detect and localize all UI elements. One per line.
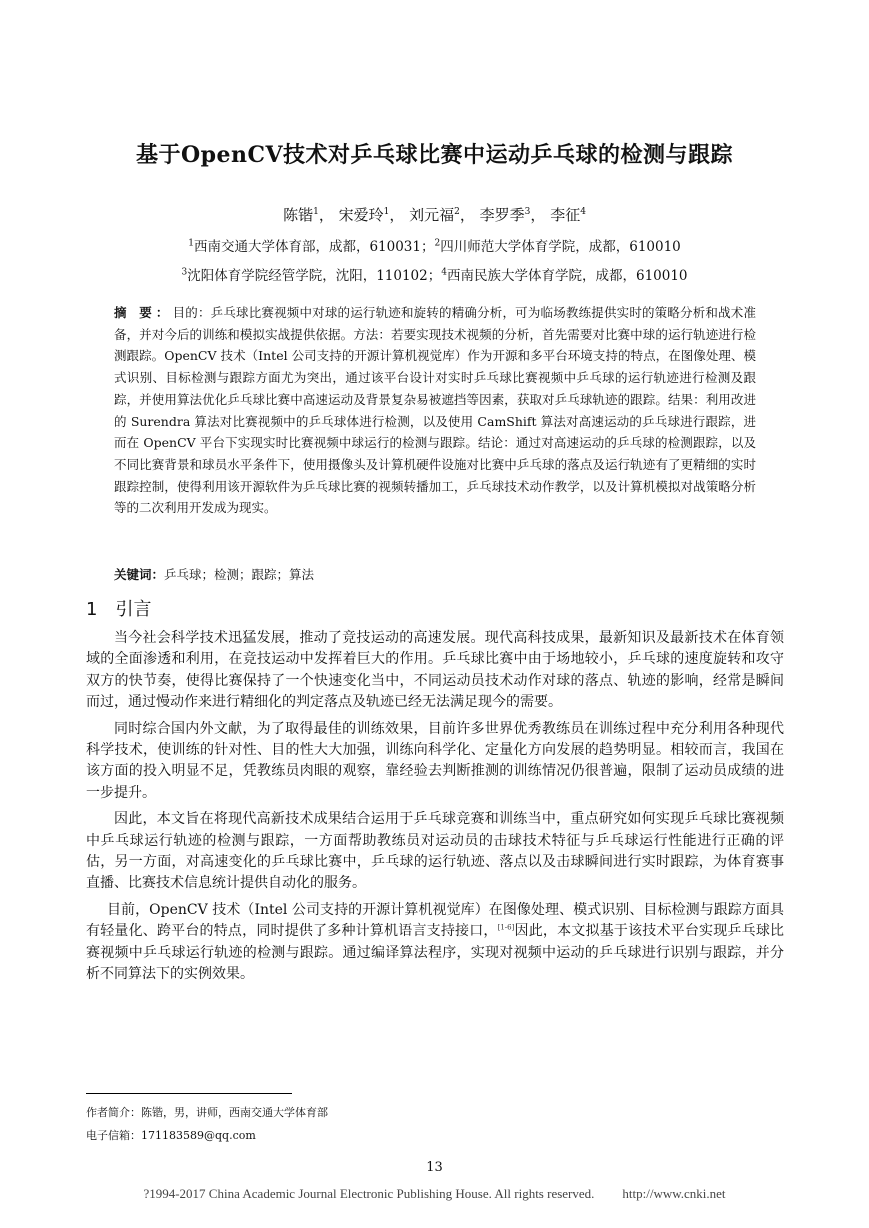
section-number: 1 — [86, 599, 98, 620]
author-affiliation-mark: 3 — [524, 207, 531, 217]
section-title: 引言 — [115, 599, 152, 620]
author-name: 李罗季 — [479, 206, 525, 224]
body-text — [86, 628, 784, 991]
paragraph: 同时综合国内外文献，为了取得最佳的训练效果，目前许多世界优秀教练员在训练过程中充分利用各种现代科学技术，使训练的针对性、目的性大大加强，训练向科学化、定量化方向发展的趋势明显。相较而言，我国在该方面的投入明显不足，凭教练员肉眼的观察，靠经验去判断推测的训练情况仍很普遍，限制了运动员成绩的进一步提升。 — [86, 720, 784, 801]
abstract-label: 摘 要： — [114, 305, 173, 320]
affiliation-mark: 1 — [188, 238, 194, 249]
abstract — [114, 302, 756, 519]
page-number: 13 — [426, 1160, 443, 1175]
footnote-email: 电子信箱：171183589@qq.com — [86, 1129, 256, 1142]
keywords — [114, 565, 756, 583]
author-name: 宋爱玲 — [338, 206, 384, 224]
affiliation-text: 沈阳体育学院经管学院，沈阳，110102； — [187, 268, 442, 284]
footnote-author-intro: 作者简介：陈锴，男，讲师，西南交通大学体育部 — [86, 1106, 328, 1119]
paragraph-text: 目前，OpenCV 技术（Intel 公司支持的开源计算机视觉库）在图像处理、模式识别、目标检测与跟踪方面具有轻量化、跨平台的特点，同时提供了多种计算机语言支持接口， — [86, 901, 784, 940]
copyright-footer — [0, 1186, 869, 1202]
keywords-text: 乒乓球；检测；跟踪；算法 — [164, 567, 315, 582]
author-list: 陈锴$^1$， 宋爱玲$^1$， 刘元福$^2$， 李罗季$^3$， 李征$^4$ — [283, 206, 586, 224]
author-name: 陈锴 — [283, 206, 314, 224]
author-name: 李征 — [550, 206, 581, 224]
author-name: 刘元福 — [409, 206, 455, 224]
affiliation-line-1 — [60, 235, 809, 255]
copyright-text: ?1994-2017 China Academic Journal Electronic Publishing House. All rights reserved. — [143, 1186, 595, 1201]
paragraph — [86, 900, 784, 986]
author-affiliation-mark: 1 — [313, 207, 319, 217]
author-affiliation-mark: 1 — [383, 207, 390, 217]
affiliation-text: 四川师范大学体育学院，成都，610010 — [440, 239, 681, 255]
footnote-rule — [86, 1093, 292, 1094]
keywords-label: 关键词： — [114, 567, 165, 582]
author-affiliation-mark: 4 — [580, 207, 586, 217]
affiliation-text: 西南交通大学体育部，成都，610031； — [193, 239, 435, 255]
cnki-link[interactable]: http://www.cnki.net — [622, 1186, 726, 1201]
affiliation-mark: 2 — [434, 238, 441, 249]
paragraph-text: 因此，本文拟基于该技术平台实现乒乓球比赛视频中乒乓球运行轨迹的检测与跟踪。通过编译算法程序，实现对视频中运动的乒乓球进行识别与跟踪，并分析不同算法下的实例效果。 — [86, 923, 785, 983]
citation-ref[interactable]: [1-6] — [497, 923, 515, 932]
abstract-text: 目的：乒乓球比赛视频中对球的运行轨迹和旋转的精确分析，可为临场教练提供实时的策略分析和战术准备，并对今后的训练和模拟实战提供依据。方法：若要实现技术视频的分析，首先需要对比赛中球的运行轨迹进行检测跟踪。OpenCV 技术（Intel 公司支持的开源计算机视觉库）作为开源和多平台环境支持的特点，在图像处理、模式识别、目标检测与跟踪方面尤为突出，通过该平台设计对实时乒乓球比赛视频中乒乓球的运行轨迹进行检测及跟踪，并使用算法优化乒乓球比赛中高速运动及背景复杂易被遮挡等因素，获取对乒乓球轨迹的跟踪。结果：利用改进的 Surendra 算法对比赛视频中的乒乓球体进行检测，以及使用 CamShift 算法对高速运动的乒乓球进行跟踪，进而在 OpenCV 平台下实现实时比赛视频中球运行的检测与跟踪。结论：通过对高速运动的乒乓球的检测跟踪，以及不同比赛背景和球员水平条件下，使用摄像头及计算机硬件设施对比赛中乒乓球的落点及运行轨迹有了更精细的实时跟踪控制，使得利用该开源软件为乒乓球比赛的视频转播加工，乒乓球技术动作教学，以及计算机模拟对战策略分析等的二次利用开发成为现实。 — [114, 305, 756, 516]
author-affiliation-mark: 2 — [454, 207, 460, 217]
affiliation-line-2 — [60, 264, 809, 284]
affiliation-mark: 3 — [181, 267, 188, 278]
paragraph: 因此，本文旨在将现代高新技术成果结合运用于乒乓球竞赛和训练当中，重点研究如何实现乒乓球比赛视频中乒乓球运行轨迹的检测与跟踪，一方面帮助教练员对运动员的击球技术特征与乒乓球运行性能进行正确的评估，另一方面，对高速变化的乒乓球比赛中，乒乓球的运行轨迹、落点以及击球瞬间进行实时跟踪，为体育赛事直播、比赛技术信息统计提供自动化的服务。 — [86, 811, 784, 892]
paper-title: 基于OpenCV技术对乒乓球比赛中运动乒乓球的检测与跟踪 — [135, 142, 734, 168]
affiliation-text: 西南民族大学体育学院，成都，610010 — [446, 268, 688, 284]
section-heading — [86, 595, 151, 621]
affiliation-mark: 4 — [441, 267, 447, 278]
paragraph: 当今社会科学技术迅猛发展，推动了竞技运动的高速发展。现代高科技成果，最新知识及最新技术在体育领域的全面渗透和利用，在竞技运动中发挥着巨大的作用。乒乓球比赛中由于场地较小，乒乓球的速度旋转和攻守双方的快节奏，使得比赛保持了一个快速变化当中，不同运动员技术动作对球的落点、轨迹的影响，经常是瞬间而过，通过慢动作来进行精细化的判定落点及轨迹已经无法满足现今的需要。 — [86, 630, 784, 711]
